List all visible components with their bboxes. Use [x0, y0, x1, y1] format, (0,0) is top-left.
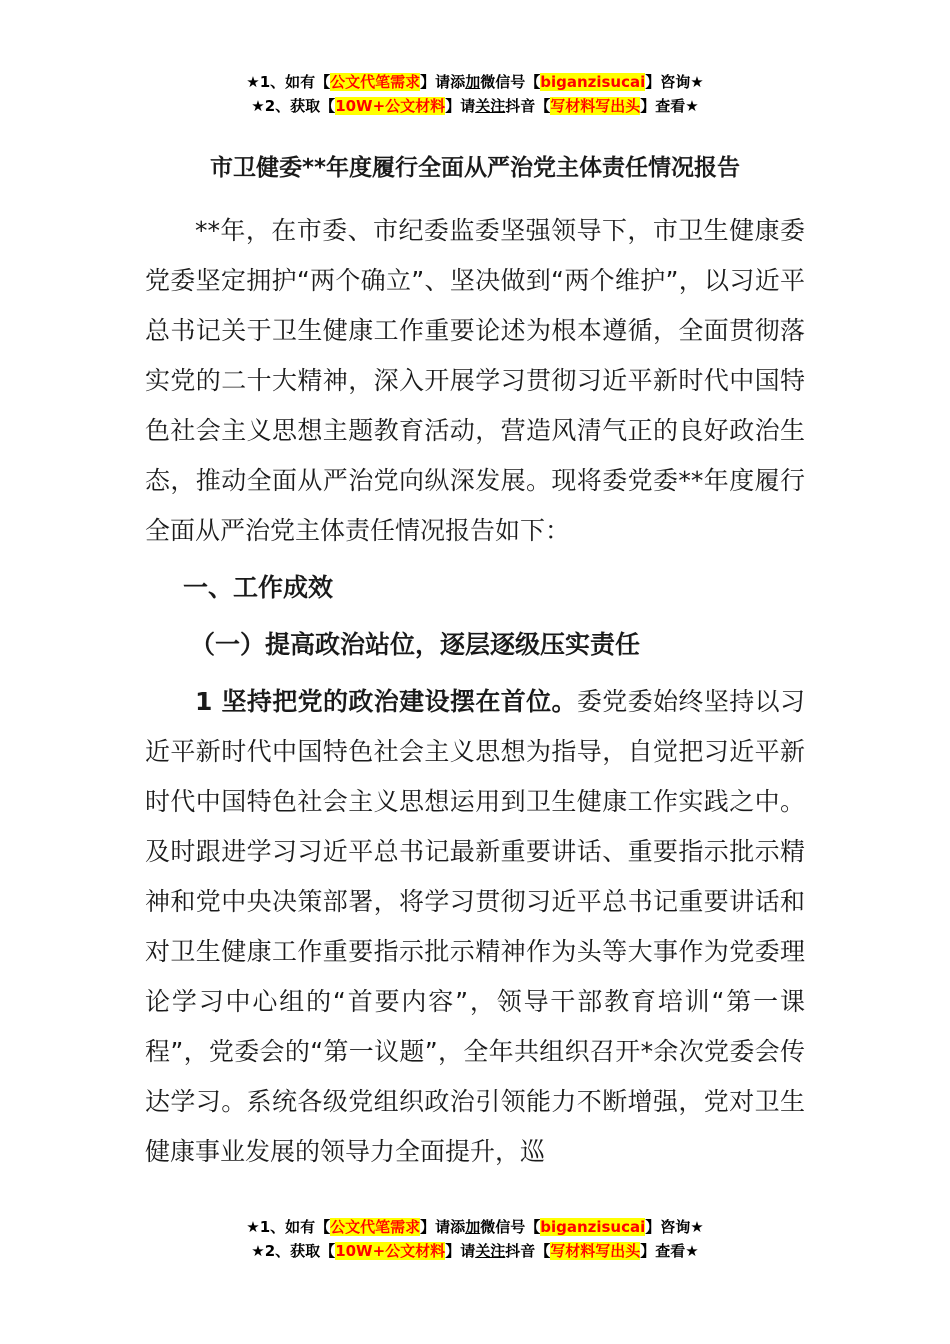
- banner-line-1: [0, 1215, 950, 1239]
- banner-line-2: [0, 94, 950, 118]
- banner-text: 】查看★: [640, 97, 699, 115]
- banner-highlight: biganzisucai: [540, 1218, 646, 1236]
- paragraph-1: [145, 677, 805, 1177]
- banner-text: 】请: [445, 97, 476, 115]
- subsection-heading-1: （一）提高政治站位，逐层逐级压实责任: [190, 630, 641, 659]
- banner-underline: 加: [465, 73, 481, 91]
- banner-line-1: [0, 70, 950, 94]
- banner-highlight: biganzisucai: [540, 73, 646, 91]
- footer-banner: [0, 1215, 950, 1263]
- banner-text: 抖音【: [505, 1242, 551, 1260]
- banner-highlight: 公文代笔需求: [330, 1218, 421, 1236]
- paragraph-body: 委党委始终坚持以习近平新时代中国特色社会主义思想为指导，自觉把习近平新时代中国特色社会主义思想运用到卫生健康工作实践之中。及时跟进学习习近平总书记最新重要讲话、重要指示批示精神和党中央决策部署，将学习贯彻习近平总书记重要讲话和对卫生健康工作重要指示批示精神作为头等大事作为党委理论学习中心组的“首要内容”，领导干部教育培训“第一课程”，党委会的“第一议题”，全年共组织召开*余次党委会传达学习。系统各级党组织政治引领能力不断增强，党对卫生健康事业发展的领导力全面提升，巡: [145, 687, 805, 1166]
- banner-highlight: 公文代笔需求: [330, 73, 421, 91]
- paragraph-lead: 1 坚持把党的政治建设摆在首位。: [195, 687, 577, 716]
- banner-text: 微信号【: [480, 73, 541, 91]
- banner-text: 】请添: [420, 1218, 466, 1236]
- banner-highlight: 10W+公文材料: [335, 97, 446, 115]
- banner-text: 】咨询★: [645, 73, 704, 91]
- banner-underline: 加: [465, 1218, 481, 1236]
- banner-text: 微信号【: [480, 1218, 541, 1236]
- section-heading-1: 一、工作成效: [183, 573, 334, 602]
- banner-highlight: 写材料写出头: [550, 1242, 641, 1260]
- banner-text: 】请添: [420, 73, 466, 91]
- header-banner: [0, 70, 950, 118]
- banner-text: 】请: [445, 1242, 476, 1260]
- banner-text: ★1、如有【: [246, 73, 331, 91]
- document-title: 市卫健委**年度履行全面从严治党主体责任情况报告: [209, 155, 741, 181]
- banner-line-2: [0, 1239, 950, 1263]
- banner-highlight: 写材料写出头: [550, 97, 641, 115]
- banner-text: ★2、获取【: [251, 1242, 336, 1260]
- banner-text: 】查看★: [640, 1242, 699, 1260]
- banner-text: 】咨询★: [645, 1218, 704, 1236]
- banner-text: ★1、如有【: [246, 1218, 331, 1236]
- banner-text: ★2、获取【: [251, 97, 336, 115]
- banner-text: 抖音【: [505, 97, 551, 115]
- banner-underline: 关注: [475, 97, 506, 115]
- banner-underline: 关注: [475, 1242, 506, 1260]
- banner-highlight: 10W+公文材料: [335, 1242, 446, 1260]
- intro-paragraph: **年，在市委、市纪委监委坚强领导下，市卫生健康委党委坚定拥护“两个确立”、坚决做到“两个维护”，以习近平总书记关于卫生健康工作重要论述为根本遵循，全面贯彻落实党的二十大精神，深入开展学习贯彻习近平新时代中国特色社会主义思想主题教育活动，营造风清气正的良好政治生态，推动全面从严治党向纵深发展。现将委党委**年度履行全面从严治党主体责任情况报告如下：: [145, 216, 805, 545]
